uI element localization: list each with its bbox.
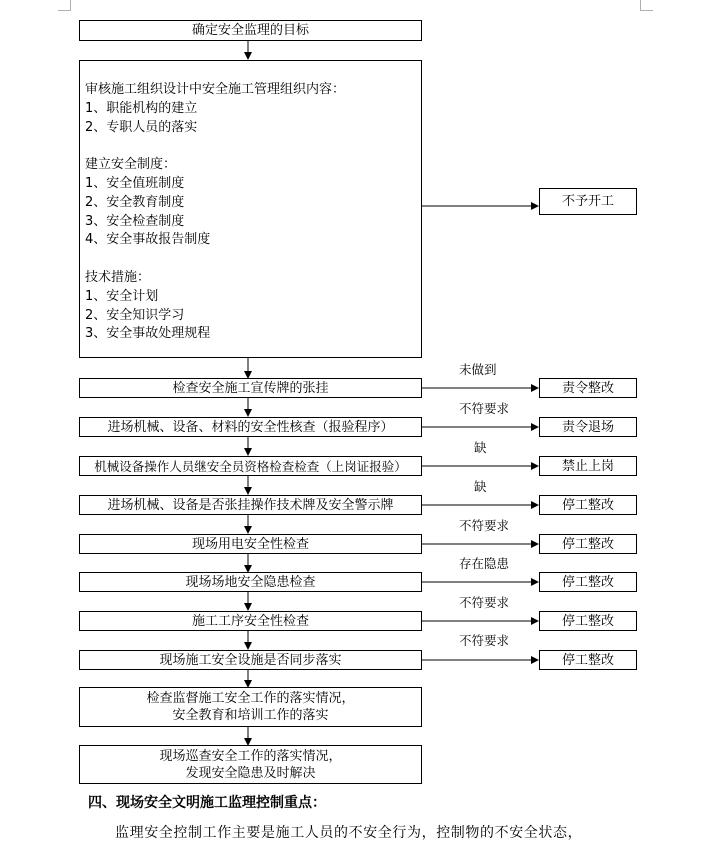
check-step-text: 现场施工安全设施是否同步落实	[159, 652, 342, 668]
check-condition-label: 缺	[474, 479, 487, 494]
check-result-box	[539, 378, 637, 398]
check-condition-label: 缺	[474, 440, 487, 455]
check-result-box	[539, 456, 637, 476]
review-tech-item: 3、安全事故处理规程	[85, 326, 211, 342]
result-box	[539, 188, 637, 215]
check-condition-label: 未做到	[459, 362, 497, 377]
check-result-text: 停工整改	[561, 652, 614, 668]
check-step-text: 施工工序安全性检查	[191, 613, 309, 629]
check-result-box	[539, 650, 637, 670]
check-step-box	[79, 572, 422, 592]
check-step-box	[79, 378, 422, 398]
review-box	[79, 60, 422, 358]
check-result-box	[539, 534, 637, 554]
check-step-box	[79, 611, 422, 631]
check-result-box	[539, 572, 637, 592]
review-tech-title: 技术措施：	[85, 269, 151, 285]
check-step-text: 机械设备操作人员继安全员资格检查检查（上岗证报验）	[94, 458, 407, 474]
section-paragraph: 监理安全控制工作主要是施工人员的不安全行为，控制物的不安全状态，	[115, 825, 583, 841]
check-condition-label: 不符要求	[459, 518, 510, 533]
patrol-box	[79, 745, 422, 784]
check-result-text: 停工整改	[561, 536, 614, 552]
review-tech-item: 2、安全知识学习	[85, 307, 185, 323]
check-step-text: 进场机械、设备、材料的安全性核查（报验程序）	[107, 419, 394, 435]
review-org-item: 2、专职人员的落实	[85, 119, 198, 135]
check-condition-label: 存在隐患	[459, 556, 510, 571]
check-step-text: 检查安全施工宣传牌的张挂	[172, 380, 329, 396]
review-system-item: 2、安全教育制度	[85, 194, 185, 210]
check-result-text: 停工整改	[561, 574, 614, 590]
supervise-box	[79, 687, 422, 727]
check-step-box	[79, 417, 422, 437]
check-result-text: 停工整改	[561, 497, 614, 513]
check-condition-label: 不符要求	[459, 633, 510, 648]
check-result-text: 停工整改	[561, 613, 614, 629]
supervise-line: 检查监督施工安全工作的落实情况，	[146, 691, 355, 706]
review-org-title: 审核施工组织设计中安全施工管理组织内容：	[85, 82, 346, 97]
patrol-line: 现场巡查安全工作的落实情况，	[159, 748, 342, 764]
supervise-line: 安全教育和培训工作的落实	[172, 708, 329, 723]
review-system-item: 3、安全检查制度	[85, 213, 185, 229]
check-step-box	[79, 456, 422, 476]
review-system-item: 4、安全事故报告制度	[85, 232, 211, 248]
check-step-box	[79, 650, 422, 670]
review-system-item: 1、安全值班制度	[85, 175, 185, 191]
check-step-box	[79, 534, 422, 554]
check-step-box	[79, 495, 422, 515]
section-heading: 四、现场安全文明施工监理控制重点：	[88, 795, 326, 811]
check-step-text: 进场机械、设备是否张挂操作技术牌及安全警示牌	[107, 497, 394, 513]
review-org-item: 1、职能机构的建立	[85, 100, 198, 116]
check-result-box	[539, 495, 637, 515]
check-result-box	[539, 611, 637, 631]
goal-text: 确定安全监理的目标	[191, 23, 309, 38]
check-step-text: 现场用电安全性检查	[191, 536, 309, 552]
check-result-text: 禁止上岗	[561, 458, 614, 474]
goal-box	[79, 20, 422, 41]
check-condition-label: 不符要求	[459, 401, 510, 416]
review-tech-item: 1、安全计划	[85, 288, 159, 304]
check-result-box	[539, 417, 637, 437]
check-result-text: 责令退场	[561, 419, 614, 435]
result-text: 不予开工	[561, 194, 614, 209]
check-condition-label: 不符要求	[459, 595, 510, 610]
check-step-text: 现场场地安全隐患检查	[185, 574, 316, 590]
check-result-text: 责令整改	[561, 380, 614, 396]
review-system-title: 建立安全制度：	[85, 157, 177, 173]
patrol-line: 发现安全隐患及时解决	[185, 765, 316, 781]
